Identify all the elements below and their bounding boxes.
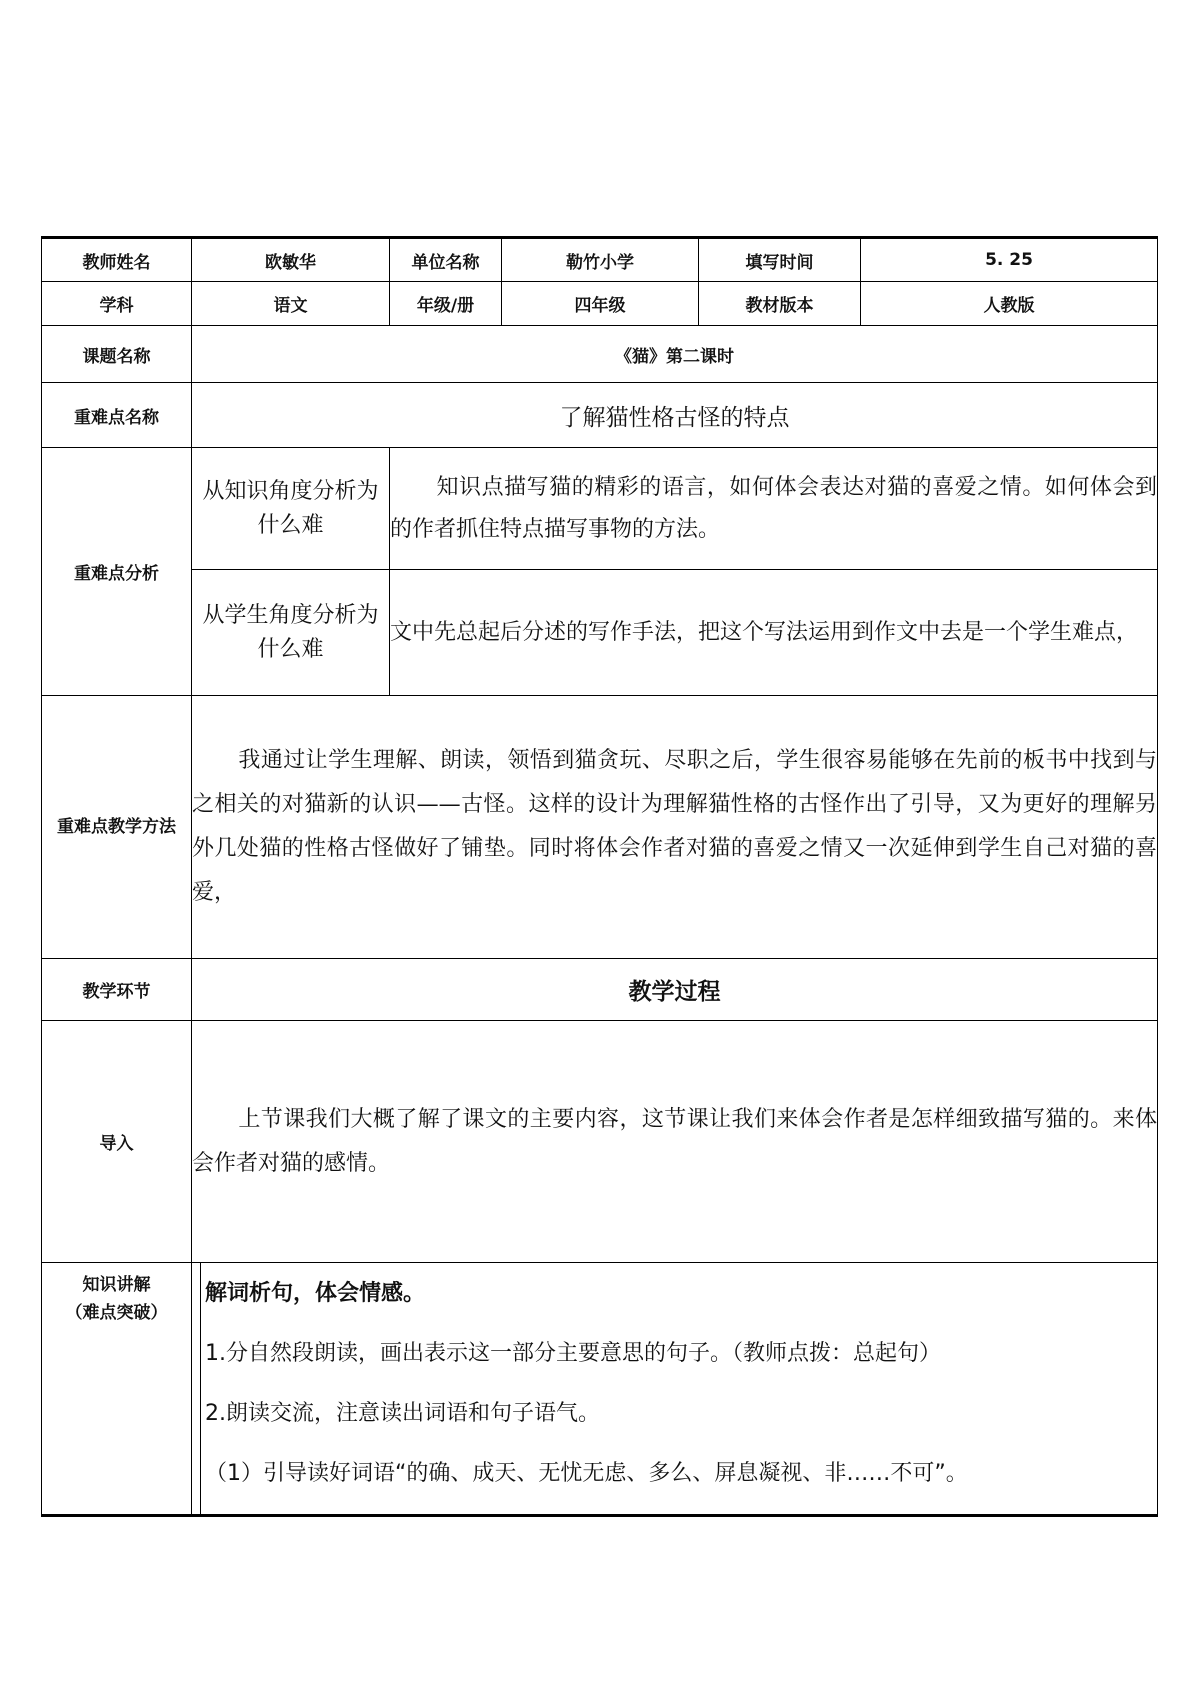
knowledge-angle-text	[390, 448, 1158, 570]
knowledge-angle-label: 从知识角度分析为什么难	[192, 448, 390, 570]
analysis-row-student	[42, 570, 1158, 696]
lesson-plan-table	[41, 236, 1158, 1517]
topic-row	[42, 326, 1158, 383]
fill-date-value: 5. 25	[861, 238, 1158, 282]
key-point-row	[42, 383, 1158, 448]
student-angle-label: 从学生角度分析为什么难	[192, 570, 390, 696]
header-row-2	[42, 282, 1158, 326]
unit-name-value: 勒竹小学	[502, 238, 699, 282]
topic-value: 《猫》第二课时	[192, 326, 1158, 383]
header-row-1	[42, 238, 1158, 282]
student-angle-text: 文中先总起后分述的写作手法，把这个写法运用到作文中去是一个学生难点，	[390, 570, 1158, 696]
process-header-row	[42, 959, 1158, 1021]
topic-label: 课题名称	[42, 326, 192, 383]
method-label: 重难点教学方法	[42, 696, 192, 959]
key-point-value: 了解猫性格古怪的特点	[192, 383, 1158, 448]
knowledge-row	[42, 1263, 1158, 1516]
analysis-row-knowledge	[42, 448, 1158, 570]
knowledge-label	[42, 1263, 192, 1516]
teaching-process-title: 教学过程	[192, 959, 1158, 1021]
fill-date-label: 填写时间	[699, 238, 861, 282]
knowledge-item-1: 1.分自然段朗读，画出表示这一部分主要意思的句子。（教师点拨：总起句）	[205, 1341, 941, 1366]
intro-text	[192, 1021, 1158, 1263]
grade-value: 四年级	[502, 282, 699, 326]
lesson-plan-sheet	[41, 236, 1157, 1517]
key-point-label: 重难点名称	[42, 383, 192, 448]
teaching-stage-label: 教学环节	[42, 959, 192, 1021]
intro-row	[42, 1021, 1158, 1263]
edition-value: 人教版	[861, 282, 1158, 326]
knowledge-title: 解词析句，体会情感。	[205, 1281, 426, 1306]
method-text-content: 我通过让学生理解、朗读，领悟到猫贪玩、尽职之后，学生很容易能够在先前的板书中找到与之相关的对猫新的认识——古怪。这样的设计为理解猫性格的古怪作出了引导，又为更好的理解另外几处猫的性格古怪做好了铺垫。同时将体会作者对猫的喜爱之情又一次延伸到学生自己对猫的喜爱，	[192, 748, 1157, 905]
subject-value: 语文	[192, 282, 390, 326]
knowledge-gap-cell	[192, 1263, 201, 1516]
knowledge-label-line-2: （难点突破）	[65, 1303, 168, 1323]
teacher-name-label: 教师姓名	[42, 238, 192, 282]
method-row	[42, 696, 1158, 959]
intro-label: 导入	[42, 1021, 192, 1263]
knowledge-angle-text-content: 知识点描写猫的精彩的语言，如何体会表达对猫的喜爱之情。如何体会到的作者抓住特点描写事物的方法。	[390, 474, 1157, 542]
subject-label: 学科	[42, 282, 192, 326]
teacher-name-value: 欧敏华	[192, 238, 390, 282]
method-text	[192, 696, 1158, 959]
edition-label: 教材版本	[699, 282, 861, 326]
unit-name-label: 单位名称	[390, 238, 502, 282]
knowledge-item-2: 2.朗读交流，注意读出词语和句子语气。	[205, 1401, 600, 1426]
knowledge-item-3: （1）引导读好词语“的确、成天、无忧无虑、多么、屏息凝视、非……不可”。	[205, 1461, 968, 1486]
knowledge-content	[201, 1263, 1158, 1516]
grade-label: 年级/册	[390, 282, 502, 326]
knowledge-label-line-1: 知识讲解	[82, 1275, 151, 1295]
intro-text-content: 上节课我们大概了解了课文的主要内容，这节课让我们来体会作者是怎样细致描写猫的。来体会作者对猫的感情。	[192, 1106, 1157, 1176]
analysis-label: 重难点分析	[42, 448, 192, 696]
